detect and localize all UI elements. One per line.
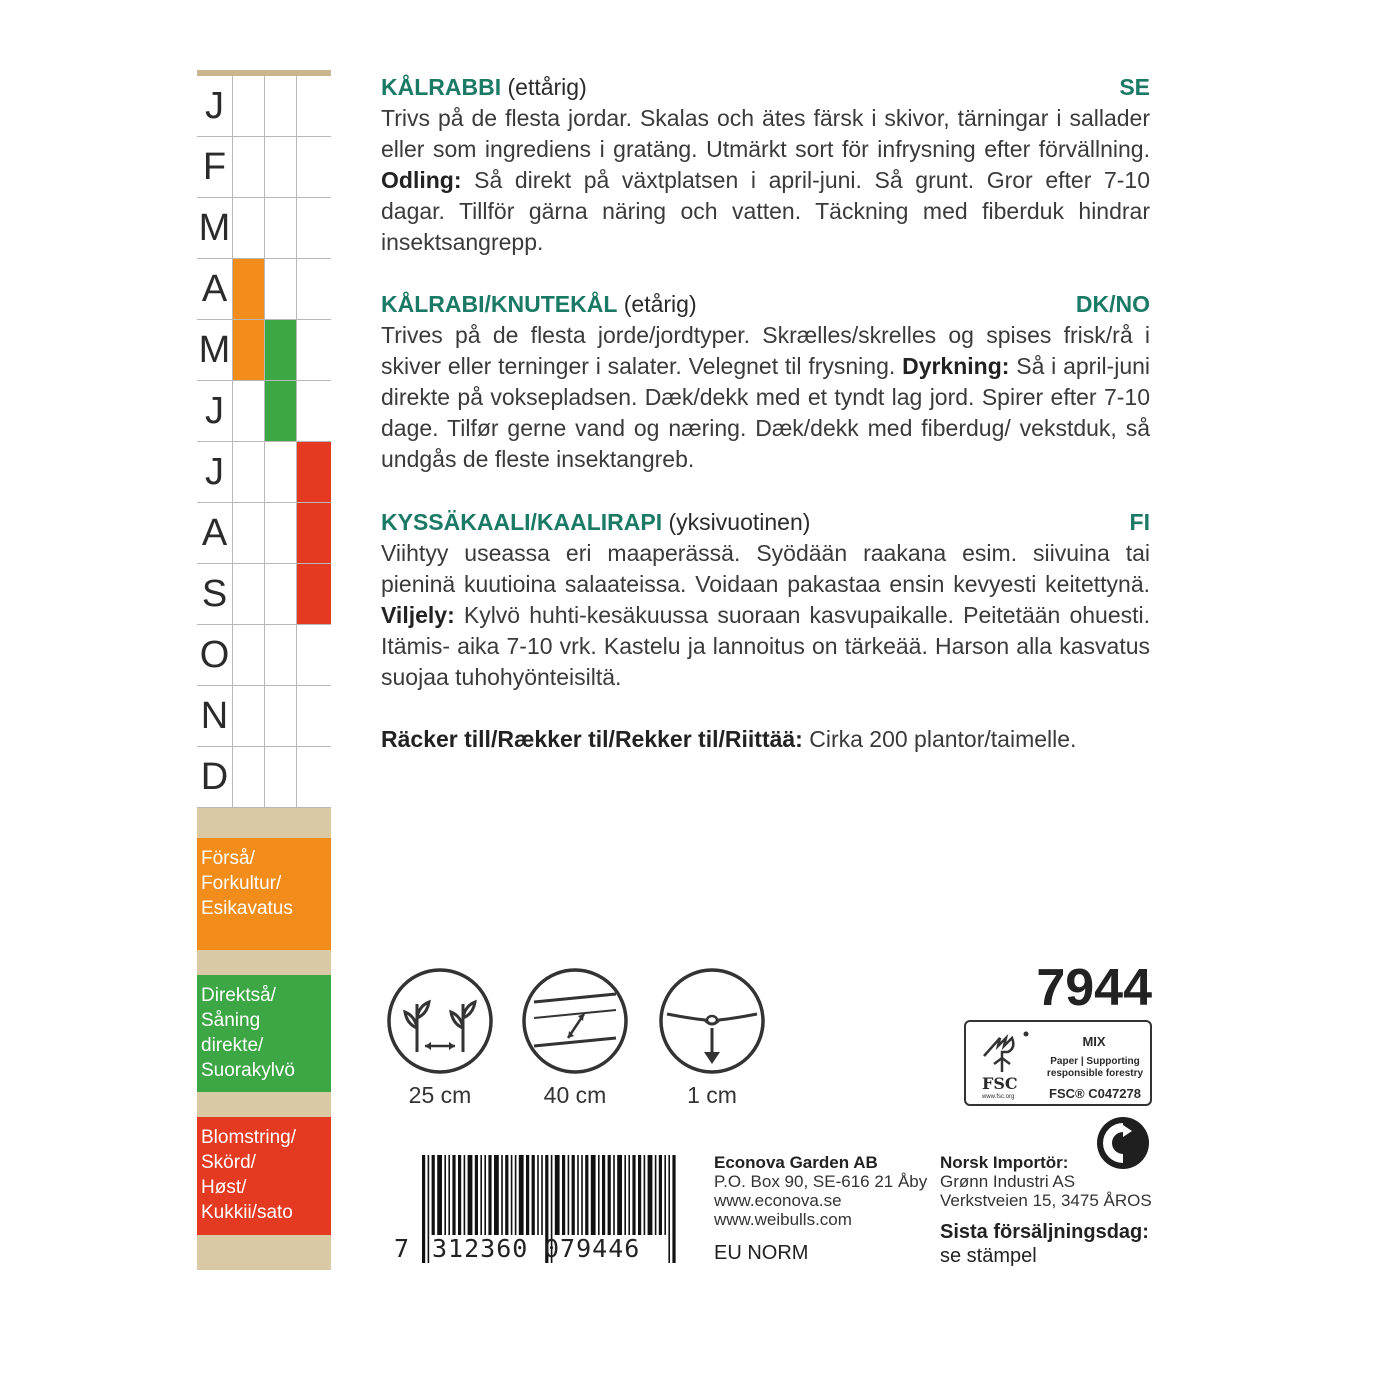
product-number: 7944 xyxy=(1036,959,1152,1017)
calendar-cell-blomstring xyxy=(297,137,331,198)
fsc-mix: MIX xyxy=(1082,1034,1106,1049)
legend-line: Kukkii/sato xyxy=(201,1202,293,1223)
section-danish-norwegian xyxy=(381,289,1150,475)
legend-forsa xyxy=(197,838,331,950)
legend-line: Såning xyxy=(201,1010,261,1031)
calendar-cell-direkt xyxy=(265,381,297,442)
calendar-cell-blomstring xyxy=(297,747,331,808)
row-spacing-label: 40 cm xyxy=(543,1082,607,1108)
barcode-bar xyxy=(494,1155,499,1235)
section-subtitle: (etårig) xyxy=(623,291,697,317)
body-text: Så direkt på växtplatsen i april-juni. Så grunt. Gror efter 7-10 dagar. Tillför gärna näring och vatten. Täckning med fiberduk hindrar insektsangrepp. xyxy=(381,167,1151,255)
section-header xyxy=(381,507,1150,538)
eu-norm: EU NORM xyxy=(714,1242,809,1264)
month-letter: M xyxy=(197,198,233,259)
calendar-row xyxy=(197,625,331,686)
barcode-bar xyxy=(501,1155,503,1235)
fsc-description: responsible forestry xyxy=(1046,1068,1144,1079)
barcode-bar xyxy=(659,1155,662,1235)
calendar-cell-blomstring xyxy=(297,686,331,747)
legend-line: Esikavatus xyxy=(201,898,293,919)
calendar-cell-forsa xyxy=(233,198,265,259)
body-text: Kylvö huhti-kesäkuussa suoraan kasvupaikalle. Peitetään ohuesti. Itämis- aika 7-10 vrk. Kastelu ja lannoitus on tärkeää. Harson alla kasvatus suojaa tuhohyönteisiltä. xyxy=(381,602,1151,690)
barcode-bar xyxy=(515,1155,517,1235)
calendar-cell-direkt xyxy=(265,625,297,686)
calendar-row xyxy=(197,76,331,137)
legend-line: direkte/ xyxy=(201,1035,264,1056)
section-title: KYSSÄKAALI/KAALIRAPI xyxy=(381,509,663,535)
barcode-bar xyxy=(452,1155,455,1235)
calendar-row xyxy=(197,686,331,747)
calendar-cell-forsa xyxy=(233,381,265,442)
language-code: SE xyxy=(1119,74,1150,100)
barcode-bar xyxy=(437,1155,442,1235)
calendar-cell-direkt xyxy=(265,137,297,198)
company-website: www.econova.se xyxy=(714,1191,842,1210)
barcode-bar xyxy=(505,1155,508,1235)
calendar-row xyxy=(197,564,331,625)
calendar-cell-forsa xyxy=(233,442,265,503)
company-info xyxy=(714,1153,927,1229)
calendar-cell-direkt xyxy=(265,747,297,808)
yield-value: Cirka 200 plantor/taimelle. xyxy=(809,726,1077,752)
barcode-bar xyxy=(464,1155,466,1235)
section-subtitle: (yksivuotinen) xyxy=(668,509,811,535)
section-header xyxy=(381,289,1150,320)
barcode-bar xyxy=(568,1155,570,1235)
company-address: P.O. Box 90, SE-616 21 Åby xyxy=(714,1172,928,1191)
fsc-tree-icon xyxy=(976,1028,1032,1076)
calendar-cell-direkt xyxy=(265,686,297,747)
calendar-row xyxy=(197,381,331,442)
month-letter: F xyxy=(197,137,233,198)
legend-direktsa xyxy=(197,975,331,1092)
calendar-cell-blomstring xyxy=(297,198,331,259)
barcode-digit-group: 079446 xyxy=(544,1234,641,1263)
legend-line: Direktså/ xyxy=(201,985,276,1006)
barcode-bar xyxy=(448,1155,450,1235)
importer-info xyxy=(940,1153,1152,1210)
last-sale-value: se stämpel xyxy=(940,1245,1037,1267)
barcode-bar xyxy=(617,1155,622,1235)
section-body xyxy=(381,538,1150,693)
section-title: KÅLRABI/KNUTEKÅL xyxy=(381,291,618,317)
calendar-cell-direkt xyxy=(265,259,297,320)
month-letter: O xyxy=(197,625,233,686)
section-body xyxy=(381,103,1150,258)
body-text: Trivs på de flesta jordar. Skalas och ätes färsk i skivor, tärningar i sallader eller som ingrediens i gratäng. Utmärkt sort för infrysning efter förvällning. xyxy=(381,105,1150,162)
calendar-cell-blomstring xyxy=(297,442,331,503)
section-subtitle: (ettårig) xyxy=(507,74,587,100)
legend-line: Skörd/ xyxy=(201,1152,256,1173)
sowing-calendar xyxy=(197,70,331,1270)
calendar-cell-forsa xyxy=(233,564,265,625)
barcode-bar xyxy=(432,1155,435,1235)
calendar-row xyxy=(197,442,331,503)
barcode-bar xyxy=(488,1155,491,1235)
company-name: Econova Garden AB xyxy=(714,1153,878,1172)
barcode-bar xyxy=(577,1155,579,1235)
calendar-cell-direkt xyxy=(265,442,297,503)
month-letter: D xyxy=(197,747,233,808)
barcode-digit: 7 xyxy=(394,1234,410,1263)
last-sale-label: Sista försäljningsdag: xyxy=(940,1221,1149,1243)
barcode-bar xyxy=(591,1155,596,1235)
barcode-bar xyxy=(602,1155,605,1235)
body-text: Viihtyy useassa eri maaperässä. Syödään raakana esim. siivuina tai pieninä kuutioina salaateissa. Voidaan pakastaa ensin kevyesti keitettynä. xyxy=(381,540,1150,597)
legend-line: Blomstring/ xyxy=(201,1127,297,1148)
month-letter: N xyxy=(197,686,233,747)
sowing-depth-icon xyxy=(657,966,767,1076)
yield-info xyxy=(381,724,1076,755)
language-code: FI xyxy=(1129,509,1150,535)
barcode-bar xyxy=(532,1155,535,1235)
body-label: Dyrkning: xyxy=(902,353,1010,379)
barcode-bar xyxy=(526,1155,529,1235)
barcode-bar xyxy=(555,1155,560,1235)
body-label: Odling: xyxy=(381,167,462,193)
calendar-cell-forsa xyxy=(233,686,265,747)
barcode-bar xyxy=(475,1155,478,1235)
yield-label: Räcker till/Rækker til/Rekker til/Riittää: xyxy=(381,726,803,752)
barcode-bar xyxy=(624,1155,626,1235)
body-label: Viljely: xyxy=(381,602,455,628)
barcode-bar xyxy=(585,1155,588,1235)
barcode-bar xyxy=(628,1155,630,1235)
barcode-bar xyxy=(648,1155,653,1235)
importer-address: Verkstveien 15, 3475 ÅROS xyxy=(940,1191,1152,1210)
legend-line: Høst/ xyxy=(201,1177,247,1198)
legend-line: Forkultur/ xyxy=(201,873,282,894)
barcode-bar xyxy=(644,1155,646,1235)
section-title: KÅLRABBI xyxy=(381,74,502,100)
section-swedish xyxy=(381,72,1150,258)
sowing-depth-label: 1 cm xyxy=(687,1082,737,1108)
fsc-web: www.fsc.org xyxy=(982,1094,1015,1100)
company-website: www.weibulls.com xyxy=(714,1210,852,1229)
calendar-cell-direkt xyxy=(265,503,297,564)
month-letter: J xyxy=(197,76,233,137)
calendar-cell-forsa xyxy=(233,259,265,320)
row-spacing-icon xyxy=(520,966,630,1076)
language-code: DK/NO xyxy=(1075,291,1150,317)
section-finnish xyxy=(381,507,1150,693)
importer-name: Grønn Industri AS xyxy=(940,1172,1076,1191)
calendar-row xyxy=(197,503,331,564)
fsc-word: FSC xyxy=(982,1074,1018,1093)
month-letter: A xyxy=(197,503,233,564)
calendar-cell-direkt xyxy=(265,198,297,259)
barcode-bar xyxy=(632,1155,635,1235)
importer-label: Norsk Importör: xyxy=(940,1153,1069,1172)
plant-spacing-label: 25 cm xyxy=(408,1082,472,1108)
calendar-cell-direkt xyxy=(265,320,297,381)
barcode-bar xyxy=(581,1155,583,1235)
barcode-digit-group: 312360 xyxy=(432,1234,529,1263)
calendar-row xyxy=(197,747,331,808)
calendar-cell-forsa xyxy=(233,625,265,686)
last-sale-date xyxy=(940,1220,1149,1268)
barcode-bar xyxy=(572,1155,575,1235)
barcode-bar xyxy=(444,1155,446,1235)
calendar-row xyxy=(197,198,331,259)
fsc-label xyxy=(964,1020,1152,1106)
barcode-digits xyxy=(392,1234,682,1264)
calendar-cell-direkt xyxy=(265,564,297,625)
calendar-cell-blomstring xyxy=(297,503,331,564)
month-letter: J xyxy=(197,381,233,442)
month-letter: M xyxy=(197,320,233,381)
section-header xyxy=(381,72,1150,103)
calendar-row xyxy=(197,320,331,381)
barcode-bar xyxy=(664,1155,666,1235)
month-letter: J xyxy=(197,442,233,503)
legend-line: Suorakylvö xyxy=(201,1060,295,1081)
body-text: Trives på de flesta jorde/jordtyper. Skrælles/skrelles og spises frisk/rå i skiver eller terninger i salater. Velegnet til frysning. xyxy=(381,322,1150,379)
calendar-cell-direkt xyxy=(265,76,297,137)
month-letter: S xyxy=(197,564,233,625)
fsc-code: FSC® C047278 xyxy=(1049,1086,1141,1101)
barcode-bar xyxy=(613,1155,615,1235)
barcode-bar xyxy=(541,1155,543,1235)
fsc-description: Paper | Supporting xyxy=(1050,1056,1140,1067)
barcode-bar xyxy=(468,1155,473,1235)
calendar-cell-blomstring xyxy=(297,381,331,442)
calendar-cell-forsa xyxy=(233,503,265,564)
month-letter: A xyxy=(197,259,233,320)
body-text: Så i april-juni direkte på voksepladsen. Dæk/dekk med et tyndt lag jord. Spirer efter 7-10 dage. Tilfør gerne vand og næring. Dæk/dekk med fiberdug/ vekstduk, så undgås de fleste insektangreb. xyxy=(381,353,1151,472)
barcode-bar xyxy=(519,1155,524,1235)
barcode-bar xyxy=(480,1155,482,1235)
barcode-bar xyxy=(638,1155,641,1235)
calendar-cell-blomstring xyxy=(297,625,331,686)
barcode-bar xyxy=(608,1155,611,1235)
calendar-cell-forsa xyxy=(233,137,265,198)
calendar-cell-blomstring xyxy=(297,259,331,320)
calendar-cell-blomstring xyxy=(297,320,331,381)
plant-spacing-icon xyxy=(385,966,495,1076)
section-body xyxy=(381,320,1150,475)
calendar-cell-forsa xyxy=(233,747,265,808)
barcode-bar xyxy=(458,1155,461,1235)
legend-line: Förså/ xyxy=(201,848,255,869)
calendar-cell-blomstring xyxy=(297,564,331,625)
calendar-grid xyxy=(197,76,331,876)
barcode-bar xyxy=(598,1155,600,1235)
calendar-cell-forsa xyxy=(233,76,265,137)
calendar-cell-forsa xyxy=(233,320,265,381)
barcode-bar xyxy=(511,1155,513,1235)
calendar-row xyxy=(197,137,331,198)
barcode-bar xyxy=(655,1155,657,1235)
calendar-cell-blomstring xyxy=(297,76,331,137)
calendar-row xyxy=(197,259,331,320)
barcode-bar xyxy=(562,1155,565,1235)
barcode-bar xyxy=(484,1155,486,1235)
legend-blomstring xyxy=(197,1117,331,1235)
barcode-bar xyxy=(537,1155,539,1235)
